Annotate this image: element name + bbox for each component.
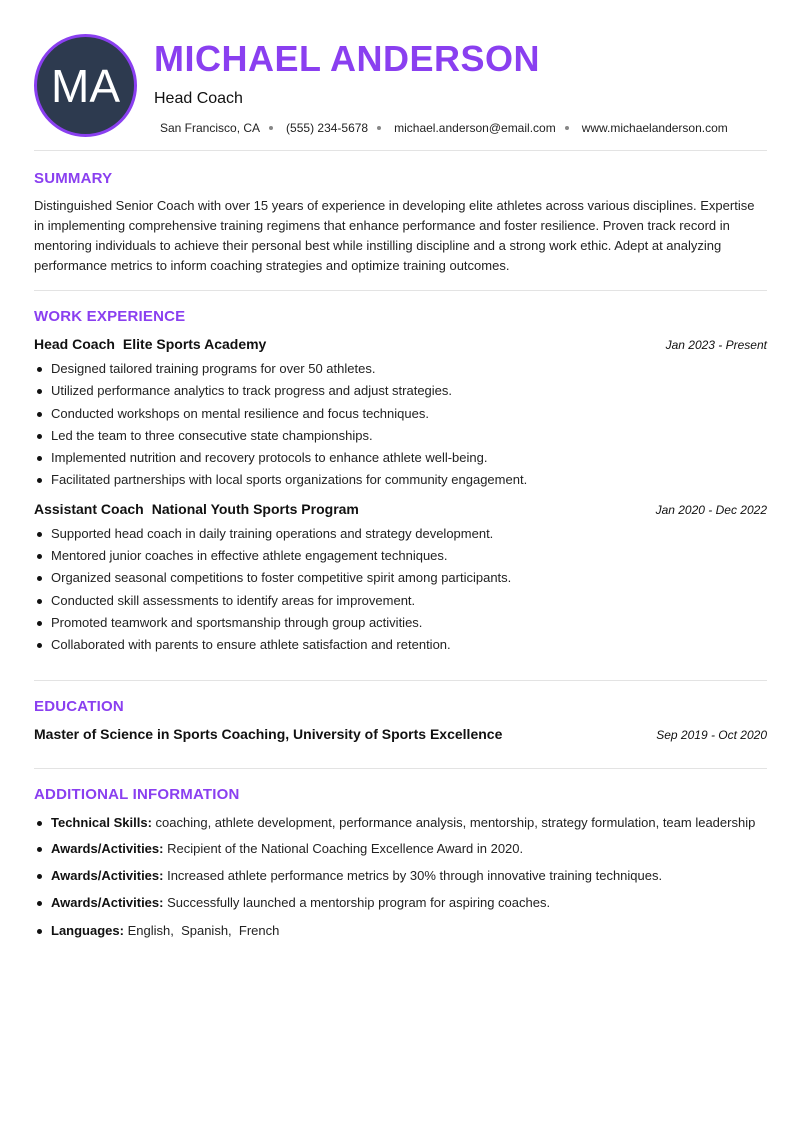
- job-header: [34, 501, 767, 517]
- summary-section: [34, 170, 767, 276]
- contact-location: San Francisco, CA: [160, 121, 261, 135]
- section-title-education: EDUCATION: [34, 697, 124, 715]
- divider: [34, 680, 767, 681]
- candidate-name: MICHAEL ANDERSON: [154, 38, 541, 79]
- job-bullets: [34, 523, 767, 657]
- list-item: Collaborated with parents to ensure athlete satisfaction and retention.: [34, 634, 767, 656]
- avatar: [34, 34, 137, 137]
- summary-text: Distinguished Senior Coach with over 15 years of experience in developing elite athletes across various disciplines. Expertise in implementing comprehensive training regimens that enhance performance and foster resilience. Proven track record in mentoring individuals to achieve their personal best while instilling discipline and a strong work ethic. Adept at analyzing performance metrics to inform coaching strategies and optimize training outcomes.: [34, 198, 755, 273]
- avatar-initials: MA: [51, 59, 120, 112]
- job-title: [34, 336, 266, 352]
- item-label: Languages:: [51, 923, 124, 939]
- item-text: Increased athlete performance metrics by 30% through innovative training techniques.: [167, 868, 663, 884]
- list-item: [34, 892, 767, 914]
- job-dates: Jan 2020 - Dec 2022: [655, 502, 767, 517]
- divider: [34, 150, 767, 151]
- education-entry: [34, 726, 767, 742]
- list-item: Designed tailored training programs for over 50 athletes.: [34, 358, 767, 380]
- resume-header: [34, 34, 767, 150]
- section-title-summary: SUMMARY: [34, 170, 113, 187]
- contact-line: [160, 121, 728, 135]
- list-item: [34, 812, 767, 834]
- list-item: Promoted teamwork and sportsmanship through group activities.: [34, 612, 767, 634]
- job-company: Elite Sports Academy: [122, 336, 267, 352]
- item-text: Recipient of the National Coaching Excellence Award in 2020.: [167, 841, 524, 857]
- list-item: Led the team to three consecutive state championships.: [34, 425, 767, 447]
- job-company: National Youth Sports Program: [151, 500, 359, 517]
- list-item: [34, 838, 767, 860]
- list-item: Implemented nutrition and recovery protocols to enhance athlete well-being.: [34, 447, 767, 469]
- separator-dot: [377, 126, 381, 130]
- list-item: Mentored junior coaches in effective athlete engagement techniques.: [34, 545, 767, 567]
- item-label: Awards/Activities:: [51, 841, 164, 857]
- section-title-additional: ADDITIONAL INFORMATION: [34, 785, 240, 803]
- separator-dot: [269, 126, 273, 130]
- additional-list: [34, 812, 767, 943]
- experience-section: [34, 308, 767, 657]
- contact-email[interactable]: michael.anderson@email.com: [394, 121, 556, 135]
- item-label: Technical Skills:: [51, 814, 152, 830]
- job-title: [34, 501, 359, 517]
- contact-phone: (555) 234-5678: [286, 121, 369, 135]
- job-entry: [34, 336, 767, 492]
- divider: [34, 768, 767, 769]
- job-entry: [34, 501, 767, 657]
- contact-website[interactable]: www.michaelanderson.com: [581, 121, 728, 135]
- item-text: English, Spanish, French: [127, 923, 280, 939]
- candidate-role: Head Coach: [154, 90, 243, 107]
- item-text: coaching, athlete development, performance analysis, mentorship, strategy formulation, team leadership: [155, 814, 756, 830]
- education-section: [34, 698, 767, 742]
- job-header: [34, 336, 767, 352]
- resume-page: [34, 34, 767, 947]
- item-text: Successfully launched a mentorship program for aspiring coaches.: [167, 894, 551, 910]
- job-position: Head Coach: [34, 336, 115, 352]
- list-item: Facilitated partnerships with local sports organizations for community engagement.: [34, 469, 767, 491]
- education-degree: Master of Science in Sports Coaching, University of Sports Excellence: [34, 725, 503, 742]
- list-item: Utilized performance analytics to track progress and adjust strategies.: [34, 380, 767, 402]
- list-item: Organized seasonal competitions to foster competitive spirit among participants.: [34, 567, 767, 589]
- divider: [34, 290, 767, 291]
- list-item: Conducted workshops on mental resilience and focus techniques.: [34, 403, 767, 425]
- item-label: Awards/Activities:: [51, 868, 164, 884]
- section-title-experience: WORK EXPERIENCE: [34, 308, 186, 325]
- job-position: Assistant Coach: [34, 500, 144, 517]
- item-label: Awards/Activities:: [51, 894, 164, 910]
- separator-dot: [565, 126, 569, 130]
- list-item: [34, 865, 767, 887]
- education-dates: Sep 2019 - Oct 2020: [656, 727, 767, 742]
- job-bullets: [34, 358, 767, 492]
- list-item: Conducted skill assessments to identify areas for improvement.: [34, 590, 767, 612]
- job-dates: Jan 2023 - Present: [665, 338, 767, 352]
- list-item: [34, 920, 767, 942]
- list-item: Supported head coach in daily training operations and strategy development.: [34, 523, 767, 545]
- additional-section: [34, 786, 767, 943]
